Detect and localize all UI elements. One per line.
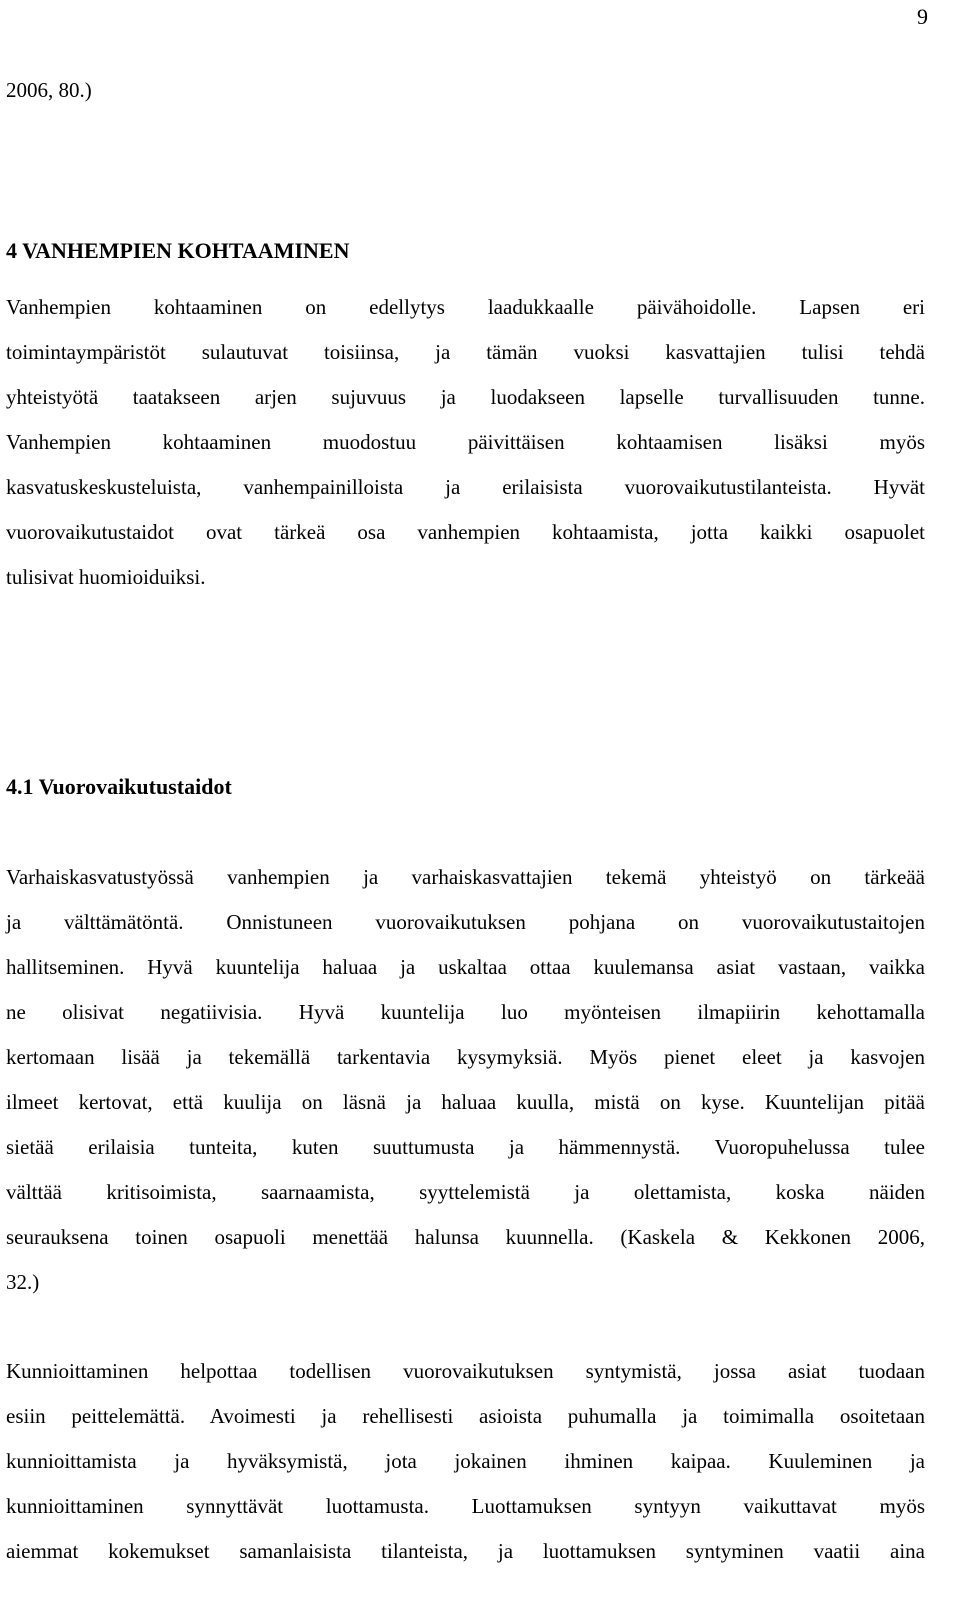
paragraph-line: toimintaympäristöt sulautuvat toisiinsa, ja tämän vuoksi kasvattajien tulisi tehdä <box>6 340 925 364</box>
subsection-heading: 4.1 Vuorovaikutustaidot <box>6 774 232 799</box>
paragraph-line: Vanhempien kohtaaminen muodostuu päivittäisen kohtaamisen lisäksi myös <box>6 430 925 454</box>
paragraph-line: Varhaiskasvatustyössä vanhempien ja varhaiskasvattajien tekemä yhteistyö on tärkeää <box>6 865 925 889</box>
subsection-paragraph-2 <box>6 1349 925 1574</box>
paragraph-line: 32.) <box>6 1270 40 1294</box>
carryover-citation: 2006, 80.) <box>6 78 92 102</box>
paragraph-line: seurauksena toinen osapuoli menettää halunsa kuunnella. (Kaskela & Kekkonen 2006, <box>6 1225 925 1249</box>
paragraph-line: välttää kritisoimista, saarnaamista, syyttelemistä ja olettamista, koska näiden <box>6 1180 925 1204</box>
paragraph-line: kasvatuskeskusteluista, vanhempainilloista ja erilaisista vuorovaikutustilanteista. Hyvät <box>6 475 925 499</box>
paragraph-line: ilmeet kertovat, että kuulija on läsnä ja haluaa kuulla, mistä on kyse. Kuuntelijan pitää <box>6 1090 925 1114</box>
paragraph-line: aiemmat kokemukset samanlaisista tilanteista, ja luottamuksen syntyminen vaatii aina <box>6 1539 925 1563</box>
paragraph-line: tulisivat huomioiduiksi. <box>6 565 206 589</box>
section-heading: 4 VANHEMPIEN KOHTAAMINEN <box>6 238 350 263</box>
paragraph-line: esiin peittelemättä. Avoimesti ja rehellisesti asioista puhumalla ja toimimalla osoitetaan <box>6 1404 925 1428</box>
section-paragraph <box>6 285 925 600</box>
paragraph-line: ja välttämätöntä. Onnistuneen vuorovaikutuksen pohjana on vuorovaikutustaitojen <box>6 910 925 934</box>
paragraph-line: kunnioittamista ja hyväksymistä, jota jokainen ihminen kaipaa. Kuuleminen ja <box>6 1449 925 1473</box>
page-number: 9 <box>917 4 928 29</box>
paragraph-line: Kunnioittaminen helpottaa todellisen vuorovaikutuksen syntymistä, jossa asiat tuodaan <box>6 1359 925 1383</box>
subsection-paragraph-1 <box>6 855 925 1305</box>
paragraph-line: kunnioittaminen synnyttävät luottamusta. Luottamuksen syntyyn vaikuttavat myös <box>6 1494 925 1518</box>
paragraph-line: Vanhempien kohtaaminen on edellytys laadukkaalle päivähoidolle. Lapsen eri <box>6 295 925 319</box>
document-body <box>6 0 925 1623</box>
paragraph-line: hallitseminen. Hyvä kuuntelija haluaa ja uskaltaa ottaa kuulemansa asiat vastaan, vaikka <box>6 955 925 979</box>
paragraph-line: ne olisivat negatiivisia. Hyvä kuuntelija luo myönteisen ilmapiirin kehottamalla <box>6 1000 925 1024</box>
paragraph-line: sietää erilaisia tunteita, kuten suuttumusta ja hämmennystä. Vuoropuhelussa tulee <box>6 1135 925 1159</box>
paragraph-line: yhteistyötä taatakseen arjen sujuvuus ja luodakseen lapselle turvallisuuden tunne. <box>6 385 925 409</box>
paragraph-line: vuorovaikutustaidot ovat tärkeä osa vanhempien kohtaamista, jotta kaikki osapuolet <box>6 520 925 544</box>
paragraph-line: kertomaan lisää ja tekemällä tarkentavia kysymyksiä. Myös pienet eleet ja kasvojen <box>6 1045 925 1069</box>
